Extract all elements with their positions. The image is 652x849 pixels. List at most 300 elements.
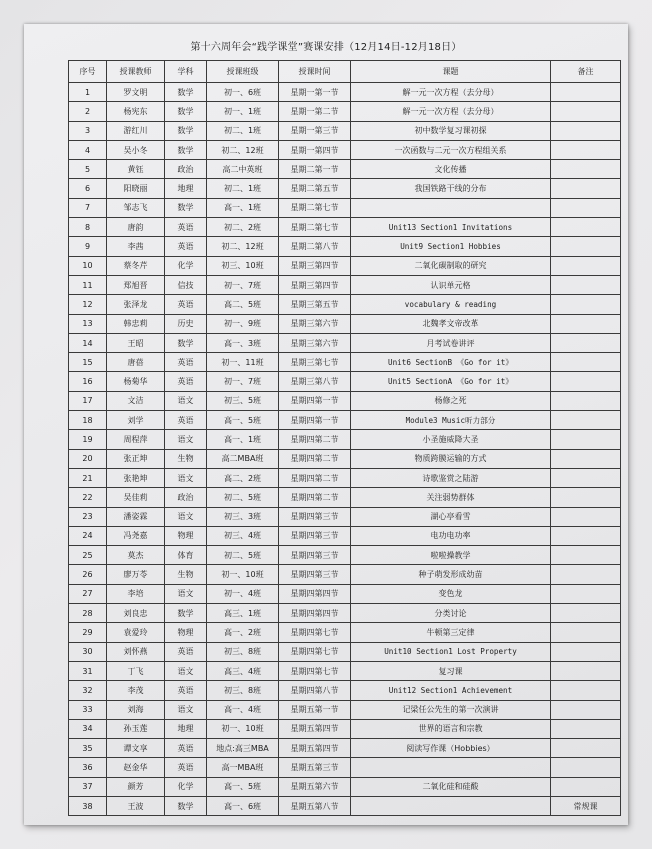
remark [551, 777, 621, 796]
header-remark: 备注 [551, 61, 621, 83]
teacher-name: 杨菊华 [107, 372, 165, 391]
lesson-time: 星期四第七节 [279, 642, 351, 661]
lesson-topic [351, 796, 551, 815]
table-row [69, 391, 621, 410]
remark [551, 604, 621, 623]
table-row [69, 179, 621, 198]
subject: 英语 [165, 353, 207, 372]
teacher-name: 冯尧嘉 [107, 526, 165, 545]
row-number: 22 [69, 488, 107, 507]
table-row [69, 584, 621, 603]
lesson-topic: 诗歌鉴赏之陆游 [351, 468, 551, 487]
remark [551, 739, 621, 758]
teacher-name: 王波 [107, 796, 165, 815]
row-number: 10 [69, 256, 107, 275]
remark [551, 275, 621, 294]
subject: 政治 [165, 160, 207, 179]
table-row [69, 237, 621, 256]
class-name: 初一、10班 [207, 565, 279, 584]
lesson-topic: 物质跨膜运输的方式 [351, 449, 551, 468]
row-number: 23 [69, 507, 107, 526]
subject: 地理 [165, 719, 207, 738]
table-row [69, 449, 621, 468]
lesson-topic: 北魏孝文帝改革 [351, 314, 551, 333]
lesson-time: 星期五第一节 [279, 700, 351, 719]
teacher-name: 廖万苓 [107, 565, 165, 584]
header-no: 序号 [69, 61, 107, 83]
table-row [69, 218, 621, 237]
remark [551, 700, 621, 719]
lesson-topic: 我国铁路干线的分布 [351, 179, 551, 198]
teacher-name: 潘姿霖 [107, 507, 165, 526]
lesson-time: 星期二第七节 [279, 198, 351, 217]
row-number: 28 [69, 604, 107, 623]
remark [551, 160, 621, 179]
row-number: 36 [69, 758, 107, 777]
lesson-topic: 小圣施威降大圣 [351, 430, 551, 449]
remark [551, 507, 621, 526]
lesson-time: 星期四第一节 [279, 411, 351, 430]
lesson-time: 星期一第二节 [279, 102, 351, 121]
lesson-topic: Module3 Music听力部分 [351, 411, 551, 430]
subject: 数学 [165, 198, 207, 217]
lesson-topic [351, 198, 551, 217]
lesson-topic: 关注弱势群体 [351, 488, 551, 507]
teacher-name: 蔡冬芹 [107, 256, 165, 275]
subject: 英语 [165, 642, 207, 661]
row-number: 7 [69, 198, 107, 217]
class-name: 初三、10班 [207, 256, 279, 275]
subject: 英语 [165, 739, 207, 758]
lesson-time: 星期四第三节 [279, 507, 351, 526]
teacher-name: 袁爱玲 [107, 623, 165, 642]
table-row [69, 430, 621, 449]
class-name: 高一、6班 [207, 796, 279, 815]
lesson-time: 星期一第三节 [279, 121, 351, 140]
remark [551, 391, 621, 410]
table-row [69, 256, 621, 275]
table-row [69, 739, 621, 758]
subject: 物理 [165, 623, 207, 642]
remark [551, 526, 621, 545]
teacher-name: 颜芳 [107, 777, 165, 796]
lesson-time: 星期四第八节 [279, 681, 351, 700]
class-name: 高三、4班 [207, 661, 279, 680]
row-number: 34 [69, 719, 107, 738]
subject: 化学 [165, 256, 207, 275]
table-row [69, 623, 621, 642]
page-title: 第十六周年会“践学课堂”赛课安排（12月14日-12月18日） [190, 42, 462, 53]
lesson-topic: 二氧化碳制取的研究 [351, 256, 551, 275]
row-number: 3 [69, 121, 107, 140]
header-time: 授课时间 [279, 61, 351, 83]
lesson-time: 星期五第六节 [279, 777, 351, 796]
class-name: 高二MBA班 [207, 449, 279, 468]
class-name: 初三、8班 [207, 642, 279, 661]
remark [551, 353, 621, 372]
lesson-time: 星期四第二节 [279, 430, 351, 449]
class-name: 初二、5班 [207, 546, 279, 565]
lesson-topic: 啦啦操教学 [351, 546, 551, 565]
class-name: 高一、2班 [207, 623, 279, 642]
row-number: 33 [69, 700, 107, 719]
subject: 数学 [165, 102, 207, 121]
row-number: 26 [69, 565, 107, 584]
teacher-name: 罗文明 [107, 83, 165, 102]
lesson-time: 星期一第四节 [279, 140, 351, 159]
teacher-name: 张艳坤 [107, 468, 165, 487]
lesson-time: 星期四第三节 [279, 565, 351, 584]
lesson-time: 星期三第七节 [279, 353, 351, 372]
table-row [69, 604, 621, 623]
remark [551, 140, 621, 159]
teacher-name: 李茂 [107, 681, 165, 700]
lesson-time: 星期四第二节 [279, 488, 351, 507]
remark [551, 468, 621, 487]
table-row [69, 468, 621, 487]
header-class: 授课班级 [207, 61, 279, 83]
remark [551, 372, 621, 391]
lesson-time: 星期五第四节 [279, 719, 351, 738]
row-number: 12 [69, 295, 107, 314]
table-row [69, 526, 621, 545]
teacher-name: 孙玉莲 [107, 719, 165, 738]
teacher-name: 刘海 [107, 700, 165, 719]
table-row [69, 411, 621, 430]
teacher-name: 张正坤 [107, 449, 165, 468]
table-row [69, 198, 621, 217]
table-row [69, 275, 621, 294]
lesson-topic: 文化传播 [351, 160, 551, 179]
table-row [69, 700, 621, 719]
subject: 语文 [165, 507, 207, 526]
subject: 语文 [165, 430, 207, 449]
teacher-name: 郑旭晋 [107, 275, 165, 294]
teacher-name: 王昭 [107, 333, 165, 352]
lesson-topic: 电功电功率 [351, 526, 551, 545]
teacher-name: 周程萍 [107, 430, 165, 449]
lesson-time: 星期四第二节 [279, 468, 351, 487]
teacher-name: 邹志飞 [107, 198, 165, 217]
header-subject: 学科 [165, 61, 207, 83]
row-number: 1 [69, 83, 107, 102]
remark [551, 584, 621, 603]
remark [551, 719, 621, 738]
table-row [69, 333, 621, 352]
teacher-name: 莫杰 [107, 546, 165, 565]
class-name: 初二、12班 [207, 237, 279, 256]
subject: 英语 [165, 218, 207, 237]
remark [551, 83, 621, 102]
subject: 数学 [165, 121, 207, 140]
lesson-time: 星期四第三节 [279, 546, 351, 565]
remark [551, 623, 621, 642]
lesson-topic: 解一元一次方程（去分母） [351, 102, 551, 121]
subject: 数学 [165, 604, 207, 623]
remark [551, 661, 621, 680]
subject: 生物 [165, 565, 207, 584]
lesson-topic: Unit6 SectionB 《Go for it》 [351, 353, 551, 372]
lesson-topic: 牛顿第三定律 [351, 623, 551, 642]
teacher-name: 谭文享 [107, 739, 165, 758]
remark [551, 430, 621, 449]
table-row [69, 507, 621, 526]
remark [551, 256, 621, 275]
lesson-time: 星期五第四节 [279, 739, 351, 758]
subject: 数学 [165, 796, 207, 815]
paper-sheet [24, 24, 628, 825]
table-row [69, 565, 621, 584]
lesson-time: 星期四第四节 [279, 584, 351, 603]
class-name: 高二、2班 [207, 468, 279, 487]
lesson-time: 星期二第七节 [279, 218, 351, 237]
row-number: 27 [69, 584, 107, 603]
lesson-time: 星期二第五节 [279, 179, 351, 198]
table-body [69, 83, 621, 816]
lesson-topic: Unit12 Section1 Achievement [351, 681, 551, 700]
teacher-name: 唐蓓 [107, 353, 165, 372]
lesson-time: 星期二第八节 [279, 237, 351, 256]
header-teacher: 授课教师 [107, 61, 165, 83]
remark [551, 237, 621, 256]
row-number: 35 [69, 739, 107, 758]
row-number: 11 [69, 275, 107, 294]
subject: 化学 [165, 777, 207, 796]
teacher-name: 丁飞 [107, 661, 165, 680]
remark [551, 179, 621, 198]
subject: 数学 [165, 333, 207, 352]
subject: 数学 [165, 140, 207, 159]
row-number: 9 [69, 237, 107, 256]
row-number: 29 [69, 623, 107, 642]
subject: 语文 [165, 661, 207, 680]
table-row [69, 719, 621, 738]
lesson-topic: 二氧化硅和硅酸 [351, 777, 551, 796]
teacher-name: 张泽龙 [107, 295, 165, 314]
class-name: 地点:高三MBA [207, 739, 279, 758]
table-row [69, 314, 621, 333]
remark: 常规课 [551, 796, 621, 815]
remark [551, 295, 621, 314]
subject: 英语 [165, 237, 207, 256]
lesson-time: 星期四第四节 [279, 604, 351, 623]
teacher-name: 李培 [107, 584, 165, 603]
class-name: 高一、5班 [207, 411, 279, 430]
lesson-topic: 初中数学复习课初探 [351, 121, 551, 140]
row-number: 37 [69, 777, 107, 796]
row-number: 2 [69, 102, 107, 121]
lesson-time: 星期一第一节 [279, 83, 351, 102]
table-row [69, 681, 621, 700]
teacher-name: 刘怀燕 [107, 642, 165, 661]
remark [551, 449, 621, 468]
lesson-time: 星期二第一节 [279, 160, 351, 179]
row-number: 15 [69, 353, 107, 372]
remark [551, 198, 621, 217]
table-row [69, 295, 621, 314]
subject: 语文 [165, 468, 207, 487]
subject: 历史 [165, 314, 207, 333]
lesson-topic: 解一元一次方程（去分母） [351, 83, 551, 102]
lesson-topic [351, 758, 551, 777]
lesson-topic: 杨修之死 [351, 391, 551, 410]
table-row [69, 102, 621, 121]
class-name: 高二中英班 [207, 160, 279, 179]
lesson-time: 星期四第七节 [279, 623, 351, 642]
subject: 英语 [165, 372, 207, 391]
lesson-time: 星期三第四节 [279, 256, 351, 275]
teacher-name: 刘学 [107, 411, 165, 430]
lesson-topic: 世界的语言和宗教 [351, 719, 551, 738]
remark [551, 488, 621, 507]
remark [551, 642, 621, 661]
row-number: 13 [69, 314, 107, 333]
lesson-time: 星期三第六节 [279, 314, 351, 333]
lesson-time: 星期三第八节 [279, 372, 351, 391]
subject: 物理 [165, 526, 207, 545]
lesson-topic: Unit10 Section1 Lost Property [351, 642, 551, 661]
subject: 生物 [165, 449, 207, 468]
row-number: 25 [69, 546, 107, 565]
row-number: 24 [69, 526, 107, 545]
row-number: 32 [69, 681, 107, 700]
class-name: 高三、1班 [207, 604, 279, 623]
class-name: 高一、1班 [207, 198, 279, 217]
teacher-name: 杨宪东 [107, 102, 165, 121]
lesson-topic: vocabulary & reading [351, 295, 551, 314]
table-row [69, 140, 621, 159]
lesson-topic: 认识单元格 [351, 275, 551, 294]
subject: 体育 [165, 546, 207, 565]
row-number: 17 [69, 391, 107, 410]
class-name: 初一、1班 [207, 102, 279, 121]
schedule-table [68, 60, 621, 816]
teacher-name: 赵金华 [107, 758, 165, 777]
subject: 语文 [165, 391, 207, 410]
lesson-topic: 记梁任公先生的第一次演讲 [351, 700, 551, 719]
class-name: 高一MBA班 [207, 758, 279, 777]
row-number: 38 [69, 796, 107, 815]
row-number: 6 [69, 179, 107, 198]
class-name: 高一、4班 [207, 700, 279, 719]
teacher-name: 阳晓丽 [107, 179, 165, 198]
remark [551, 121, 621, 140]
teacher-name: 刘良忠 [107, 604, 165, 623]
class-name: 初二、12班 [207, 140, 279, 159]
table-row [69, 758, 621, 777]
teacher-name: 吴佳莉 [107, 488, 165, 507]
class-name: 初一、4班 [207, 584, 279, 603]
lesson-topic: 复习课 [351, 661, 551, 680]
row-number: 21 [69, 468, 107, 487]
table-row [69, 353, 621, 372]
remark [551, 681, 621, 700]
table-row [69, 488, 621, 507]
lesson-time: 星期四第三节 [279, 526, 351, 545]
lesson-time: 星期三第六节 [279, 333, 351, 352]
class-name: 初一、9班 [207, 314, 279, 333]
remark [551, 333, 621, 352]
class-name: 初一、6班 [207, 83, 279, 102]
subject: 数学 [165, 83, 207, 102]
subject: 英语 [165, 411, 207, 430]
lesson-topic: 阅读写作课（Hobbies） [351, 739, 551, 758]
lesson-topic: Unit5 SectionA 《Go for it》 [351, 372, 551, 391]
remark [551, 411, 621, 430]
class-name: 高二、5班 [207, 295, 279, 314]
class-name: 初一、7班 [207, 275, 279, 294]
class-name: 初二、2班 [207, 218, 279, 237]
row-number: 8 [69, 218, 107, 237]
row-number: 4 [69, 140, 107, 159]
class-name: 初二、5班 [207, 488, 279, 507]
lesson-topic: 月考试卷讲评 [351, 333, 551, 352]
subject: 英语 [165, 758, 207, 777]
lesson-topic: 种子萌发形成幼苗 [351, 565, 551, 584]
table-header-row [69, 61, 621, 83]
subject: 英语 [165, 681, 207, 700]
lesson-topic: 分类讨论 [351, 604, 551, 623]
class-name: 初三、3班 [207, 507, 279, 526]
class-name: 初三、5班 [207, 391, 279, 410]
table-row [69, 546, 621, 565]
row-number: 31 [69, 661, 107, 680]
teacher-name: 李茜 [107, 237, 165, 256]
class-name: 初一、11班 [207, 353, 279, 372]
teacher-name: 文洁 [107, 391, 165, 410]
table-row [69, 83, 621, 102]
row-number: 30 [69, 642, 107, 661]
row-number: 14 [69, 333, 107, 352]
remark [551, 546, 621, 565]
remark [551, 218, 621, 237]
table-row [69, 121, 621, 140]
class-name: 高一、3班 [207, 333, 279, 352]
table-row [69, 777, 621, 796]
subject: 信技 [165, 275, 207, 294]
row-number: 19 [69, 430, 107, 449]
row-number: 16 [69, 372, 107, 391]
header-topic: 课题 [351, 61, 551, 83]
row-number: 20 [69, 449, 107, 468]
table-row [69, 372, 621, 391]
lesson-topic: 湖心亭看雪 [351, 507, 551, 526]
table-row [69, 160, 621, 179]
teacher-name: 黄钰 [107, 160, 165, 179]
lesson-time: 星期四第一节 [279, 391, 351, 410]
class-name: 高一、1班 [207, 430, 279, 449]
class-name: 初一、7班 [207, 372, 279, 391]
subject: 政治 [165, 488, 207, 507]
remark [551, 758, 621, 777]
lesson-time: 星期四第七节 [279, 661, 351, 680]
remark [551, 565, 621, 584]
row-number: 18 [69, 411, 107, 430]
lesson-time: 星期五第三节 [279, 758, 351, 777]
subject: 语文 [165, 700, 207, 719]
remark [551, 102, 621, 121]
lesson-time: 星期三第五节 [279, 295, 351, 314]
class-name: 高一、5班 [207, 777, 279, 796]
table-row [69, 661, 621, 680]
lesson-topic: Unit13 Section1 Invitations [351, 218, 551, 237]
table-row [69, 796, 621, 815]
lesson-topic: 一次函数与二元一次方程组关系 [351, 140, 551, 159]
lesson-time: 星期四第二节 [279, 449, 351, 468]
subject: 英语 [165, 295, 207, 314]
teacher-name: 唐韵 [107, 218, 165, 237]
teacher-name: 韩忠莉 [107, 314, 165, 333]
